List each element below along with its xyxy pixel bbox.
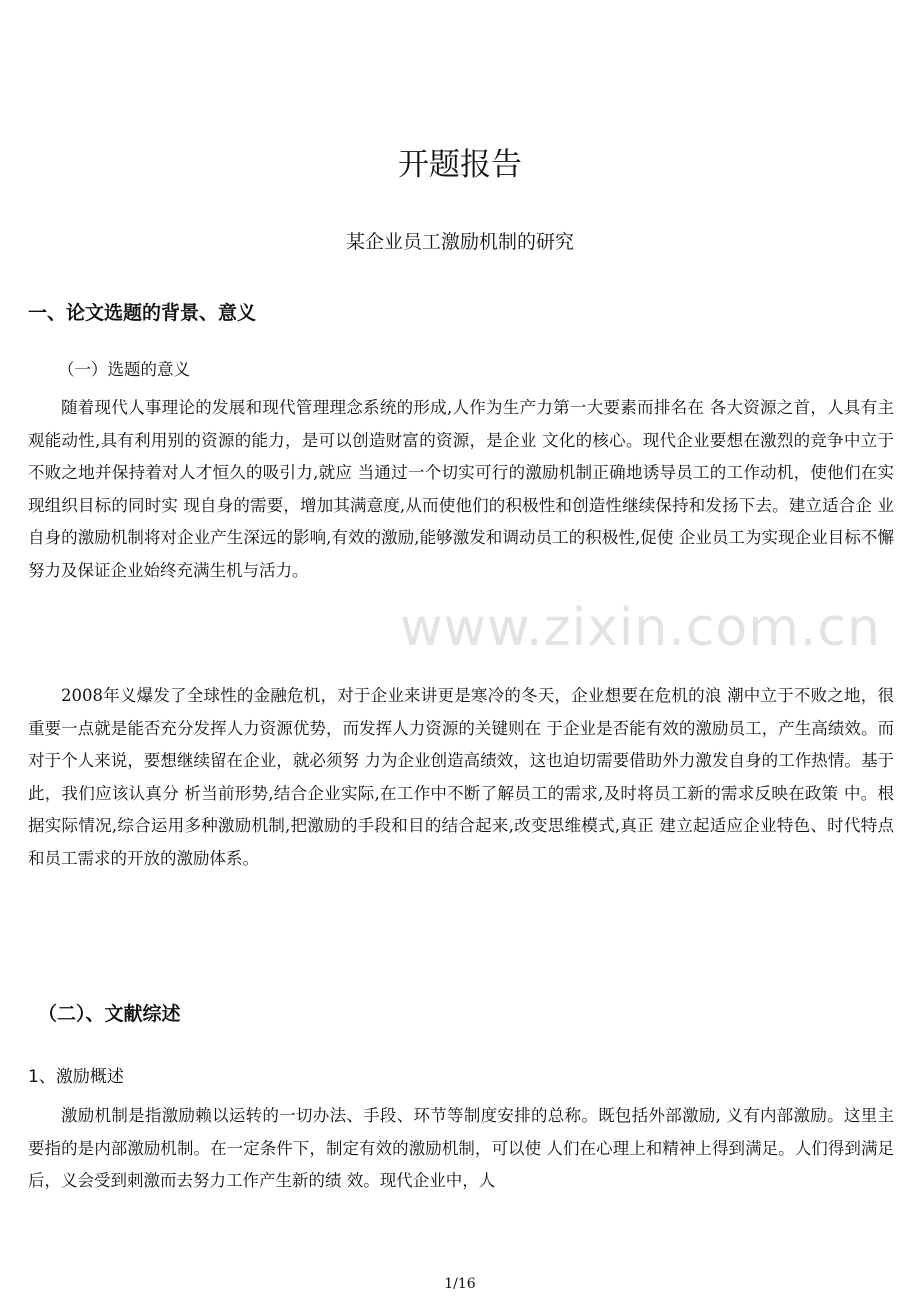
- watermark: www.zixin.com.cn: [400, 598, 881, 658]
- section-heading-background: 一、论文选题的背景、意义: [28, 302, 257, 324]
- subsection-heading-significance: （一）选题的意义: [58, 360, 190, 379]
- subsection-heading-literature-review: （二）、文献综述: [38, 1003, 181, 1025]
- paragraph-significance-1: 随着现代人事理论的发展和现代管理理念系统的形成,人作为生产力第一大要素而排名在 各大资源之首，人具有主观能动性,具有利用别的资源的能力，是可以创造财富的资源，是企业 文化的核心。现代企业要想在激烈的竞争中立于不败之地并保持着对人才恒久的吸引力,就应 当通过一个切实可行的激励机制正确地诱导员工的工作动机，使他们在实现组织目标的同时实 现自身的需要，增加其满意度,从而使他们的积极性和创造性继续保持和发扬下去。建立适合企 业自身的激励机制将对企业产生深远的影响,有效的激励,能够激发和调动员工的积极性,促使 企业员工为实现企业目标不懈努力及保证企业始终充满生机与活力。: [28, 398, 894, 580]
- paragraph-incentive-overview: 激励机制是指激励赖以运转的一切办法、手段、环节等制度安排的总称。既包括外部激励, 义有内部激励。这里主要指的是内部激励机制。在一定条件下，制定有效的激励机制，可以使 人们在心理上和精神上得到满足。人们得到满足后，义会受到刺激而去努力工作产生新的绩 效。现代企业中，人: [28, 1106, 894, 1191]
- page-number: 1/16: [444, 1276, 476, 1292]
- document-subtitle: 某企业员工激励机制的研究: [345, 231, 574, 253]
- subsubsection-heading-incentive-overview: 1、激励概述: [28, 1067, 124, 1087]
- document-title: 开题报告: [398, 147, 522, 183]
- paragraph-significance-2: 2008年义爆发了全球性的金融危机，对于企业来讲更是寒冷的冬天，企业想要在危机的浪 潮中立于不败之地，很重要一点就是能否充分发挥人力资源优势，而发挥人力资源的关键则在 于企业是否能有效的激励员工，产生高绩效。而对于个人来说，要想继续留在企业，就必须努 力为企业创造高绩效，这也迫切需要借助外力激发自身的工作热情。基于此，我们应该认真分 析当前形势,结合企业实际,在工作中不断了解员工的需求,及时将员工新的需求反映在政策 中。根据实际情况,综合运用多种激励机制,把激励的手段和目的结合起来,改变思维模式,真正 建立起适应企业特色、时代特点和员工需求的开放的激励体系。: [28, 686, 894, 868]
